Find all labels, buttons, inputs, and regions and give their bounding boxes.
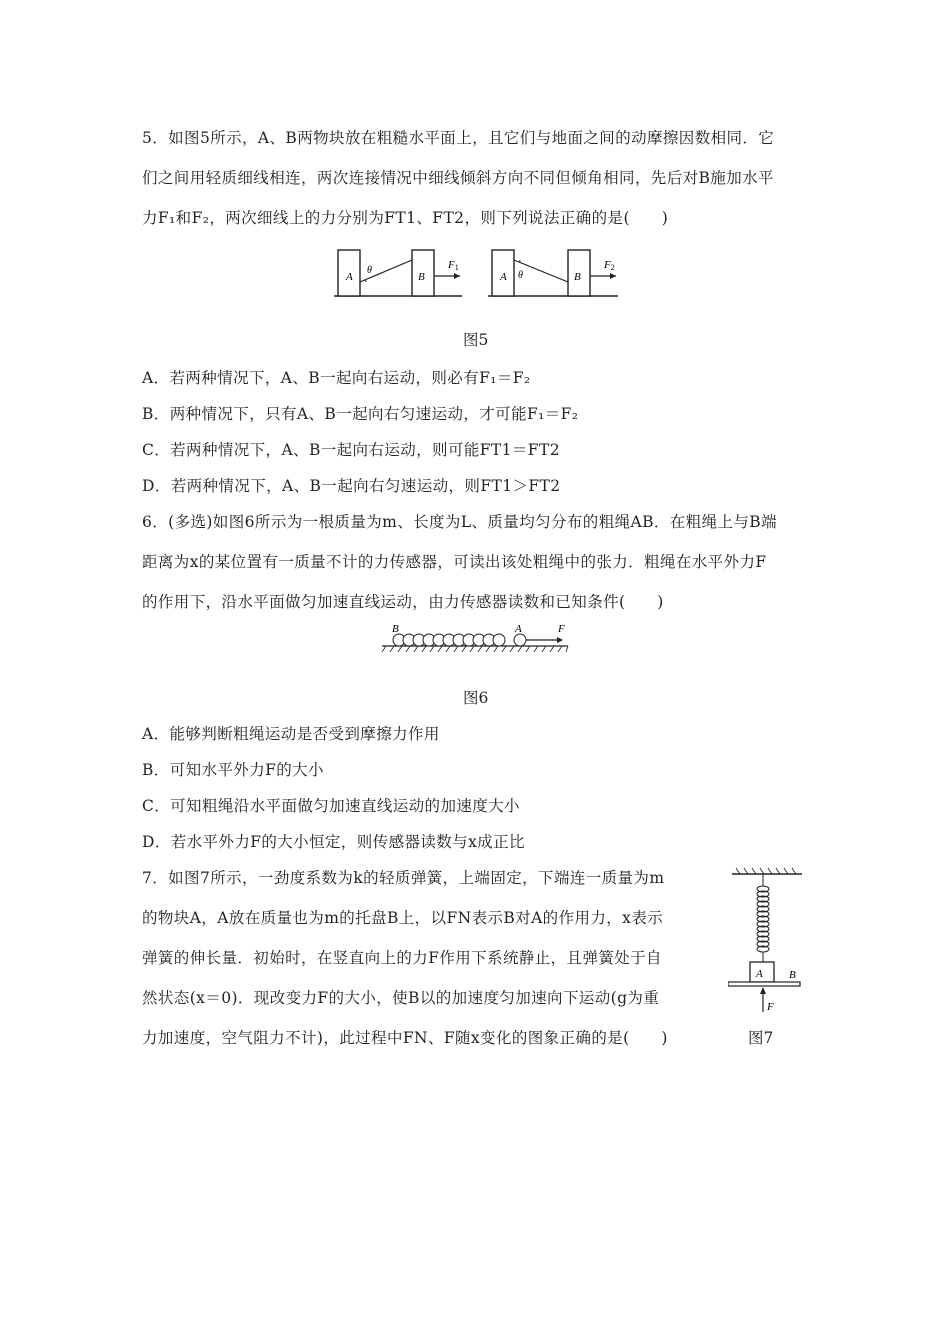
q6-option-b: B．可知水平外力F的大小 (142, 761, 324, 779)
label-a: A (500, 271, 507, 283)
label-b: B (392, 623, 399, 635)
ceiling-hatch (736, 868, 796, 874)
q6-option-a: A．能够判断粗绳运动是否受到摩擦力作用 (142, 725, 440, 743)
label-f: F (767, 1001, 774, 1013)
label-a: A (756, 968, 763, 980)
q5-line-1: 5．如图5所示，A、B两物块放在粗糙水平面上，且它们与地面之间的动摩擦因数相同．它 (142, 129, 775, 147)
label-a: A (346, 271, 353, 283)
q7-line-3: 弹簧的伸长量．初始时，在竖直向上的力F作用下系统静止，且弹簧处于自 (142, 949, 662, 967)
q5-option-c: C．若两种情况下，A、B一起向右运动，则可能FT1＝FT2 (142, 441, 560, 459)
figure-5 (330, 240, 630, 302)
figure-6-caption: 图6 (463, 689, 489, 707)
q7-line-1: 7．如图7所示，一劲度系数为k的轻质弹簧，上端固定，下端连一质量为m (142, 869, 665, 887)
q7-line-2: 的物块A，A放在质量也为m的托盘B上，以FN表示B对A的作用力，x表示 (142, 909, 664, 927)
label-f: F (558, 623, 565, 635)
label-f2: F2 (604, 259, 615, 272)
label-b: B (418, 271, 425, 283)
q7-line-4: 然状态(x＝0)．现改变力F的大小，使B以的加速度匀加速向下运动(g为重 (142, 989, 660, 1007)
figure-5-right (488, 250, 618, 296)
q5-line-2: 们之间用轻质细线相连，两次连接情况中细线倾斜方向不同但倾角相同，先后对B施加水平 (142, 169, 774, 187)
q6-line-2: 距离为x的某位置有一质量不计的力传感器，可读出该处粗绳中的张力．粗绳在水平外力F (142, 553, 767, 571)
q6-line-1: 6．(多选)如图6所示为一根质量为m、长度为L、质量均匀分布的粗绳AB．在粗绳上与B端 (142, 513, 777, 531)
label-b: B (574, 271, 581, 283)
rope (393, 634, 526, 646)
spring (757, 874, 769, 962)
q5-option-d: D．若两种情况下，A、B一起向右匀速运动，则FT1＞FT2 (142, 477, 561, 495)
label-theta: θ (367, 265, 372, 276)
figure-7 (728, 866, 808, 1016)
figure-5-caption: 图5 (463, 331, 489, 349)
label-a: A (515, 623, 522, 635)
label-b: B (789, 969, 796, 981)
tray-b (728, 982, 800, 986)
q6-option-c: C．可知粗绳沿水平面做匀加速直线运动的加速度大小 (142, 797, 520, 815)
figure-6 (380, 620, 570, 656)
figure-7-caption: 图7 (748, 1029, 774, 1047)
q6-option-d: D．若水平外力F的大小恒定，则传感器读数与x成正比 (142, 833, 525, 851)
q5-option-a: A．若两种情况下，A、B一起向右运动，则必有F₁＝F₂ (142, 369, 531, 387)
q5-option-b: B．两种情况下，只有A、B一起向右匀速运动，才可能F₁＝F₂ (142, 405, 579, 423)
label-f1: F1 (448, 259, 459, 272)
q6-line-3: 的作用下，沿水平面做匀加速直线运动，由力传感器读数和已知条件( ) (142, 593, 664, 611)
q7-line-5: 力加速度，空气阻力不计)，此过程中FN、F随x变化的图象正确的是( ) (142, 1029, 668, 1047)
figure-5-left (334, 250, 462, 296)
label-theta: θ (518, 270, 523, 281)
q5-line-3: 力F₁和F₂，两次细线上的力分别为FT1、FT2，则下列说法正确的是( ) (142, 209, 669, 227)
ground-hatch (382, 646, 568, 652)
